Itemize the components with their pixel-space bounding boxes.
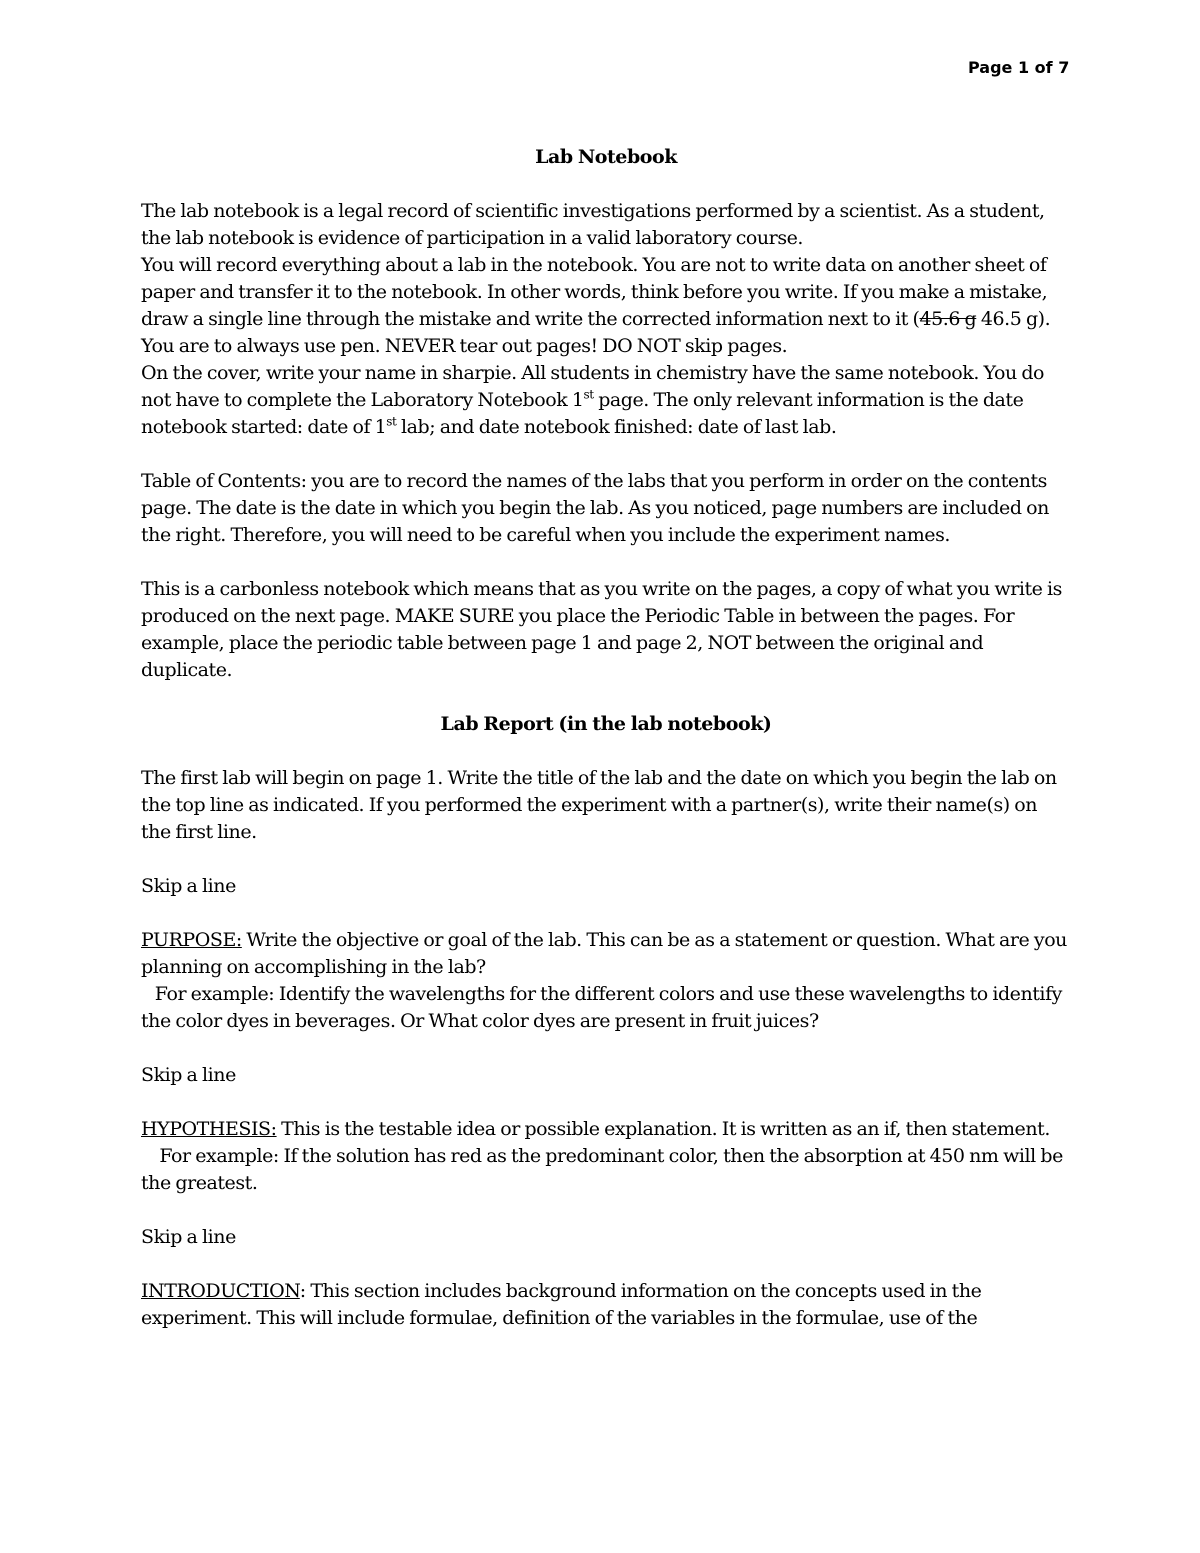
text-run: You will record everything about a lab in the notebook. You are not to write data on another sheet of paper and transfer it to the notebook. In other words, think before you write. If you make a mistake, draw a single line through the mistake and write the corrected information next to it ( (141, 254, 1048, 330)
paragraph-purpose-example: For example: Identify the wavelengths for the different colors and use these wavelengths to identify the color dyes in beverages. Or What color dyes are present in fruit juices? (141, 983, 1062, 1032)
paragraph-first-lab: The first lab will begin on page 1. Write the title of the lab and the date on which you begin the lab on the top line as indicated. If you performed the experiment with a partner(s), write their name(s) on the first line. (141, 767, 1057, 843)
document-body (141, 144, 1071, 1332)
text-run: On the cover, write your name in sharpie. All students in chemistry have the same notebook. You do not have to complete the Laboratory Notebook 1 (141, 362, 1045, 411)
text-run: 46.5 g). You are to always use pen. NEVER tear out pages! DO NOT skip pages. (141, 308, 1051, 357)
paragraph-cover (141, 360, 1071, 441)
paragraph-hypothesis (141, 1116, 1071, 1143)
superscript: st (583, 387, 594, 402)
text-run: Write the objective or goal of the lab. This can be as a statement or question. What are you planning on accomplishing in the lab? (141, 929, 1067, 978)
paragraph-hypothesis-example: For example: If the solution has red as the predominant color, then the absorption at 450 nm will be the greatest. (141, 1145, 1063, 1194)
paragraph-carbonless: This is a carbonless notebook which means that as you write on the pages, a copy of what you write is produced on the next page. MAKE SURE you place the Periodic Table in between the pages. For example, place the periodic table between page 1 and page 2, NOT between the original and duplicate. (141, 578, 1062, 681)
page-number: Page 1 of 7 (968, 58, 1070, 77)
text-run: page. The only relevant information is the date notebook started: date of 1 (141, 389, 1024, 438)
skip-line-note: Skip a line (141, 875, 236, 897)
skip-line-note: Skip a line (141, 1064, 236, 1086)
skip-line-note: Skip a line (141, 1226, 236, 1248)
document-title: Lab Notebook (535, 146, 677, 168)
superscript: st (386, 414, 397, 429)
text-run: The lab notebook is a legal record of scientific investigations performed by a scientist. As a student, the lab notebook is evidence of participation in a valid laboratory course. (141, 200, 1045, 249)
section-heading-lab-report: Lab Report (in the lab notebook) (440, 713, 772, 735)
strikethrough-example: 45.6 g (919, 308, 977, 330)
purpose-label: PURPOSE: (141, 929, 242, 951)
hypothesis-label: HYPOTHESIS: (141, 1118, 277, 1140)
text-run: This is the testable idea or possible explanation. It is written as an if, then statement. (276, 1118, 1050, 1140)
paragraph-introduction (141, 1278, 1071, 1332)
paragraph-table-of-contents: Table of Contents: you are to record the names of the labs that you perform in order on the contents page. The date is the date in which you begin the lab. As you noticed, page numbers are included on the right. Therefore, you will need to be careful when you include the experiment names. (141, 470, 1049, 546)
paragraph-recording-rules (141, 252, 1071, 360)
text-run: lab; and date notebook finished: date of last lab. (396, 416, 837, 438)
paragraph-notebook-intro (141, 198, 1071, 252)
introduction-label: INTRODUCTION (141, 1280, 300, 1302)
paragraph-purpose (141, 927, 1071, 981)
text-run: : This section includes background information on the concepts used in the experiment. This will include formulae, definition of the variables in the formulae, use of the (141, 1280, 982, 1329)
